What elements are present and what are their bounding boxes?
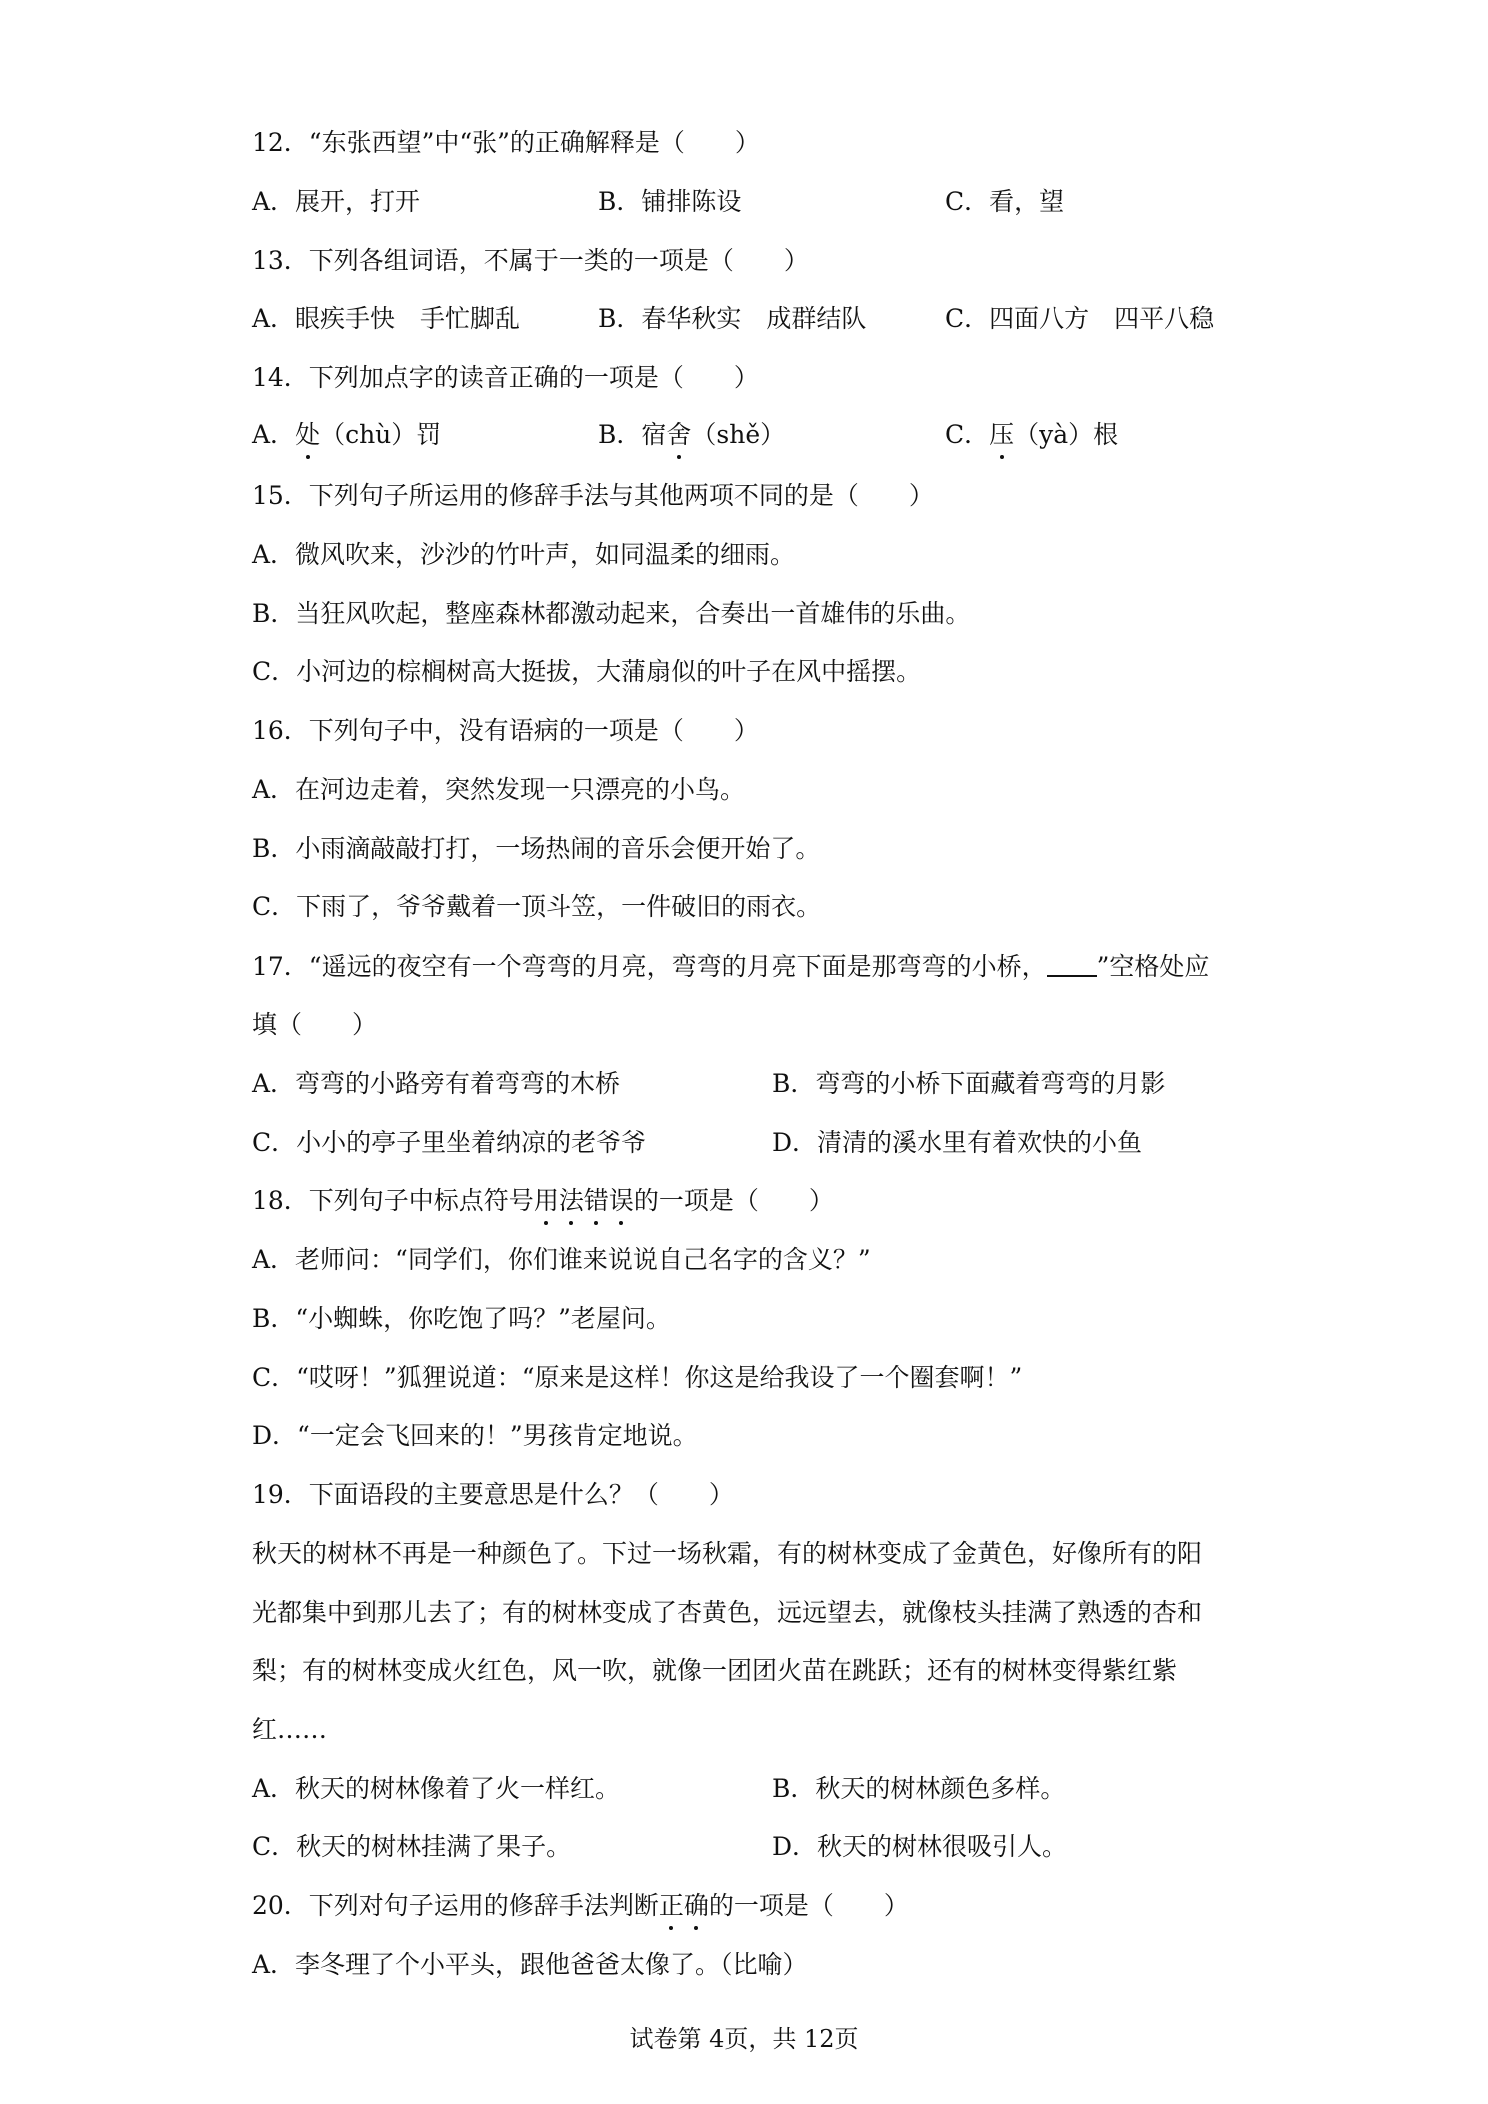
option-a-prefix: A． — [252, 420, 296, 449]
passage-line: 梨；有的树林变成火红色，风一吹，就像一团团火苗在跳跃；还有的树林变得紫红紫 — [252, 1656, 1178, 1685]
question-18-stem-pre: 18．下列句子中标点符号 — [252, 1186, 534, 1215]
question-15-stem: 15．下列句子所运用的修辞手法与其他两项不同的是（ ） — [252, 481, 934, 510]
page-footer: 试卷第 4页，共 12页 — [629, 2025, 859, 2053]
emphasis-dot-char: 用 — [534, 1184, 559, 1218]
question-16-option-c: C．下雨了，爷爷戴着一顶斗笠，一件破旧的雨衣。 — [252, 892, 822, 921]
question-18-stem — [252, 1184, 834, 1218]
question-15-option-b: B．当狂风吹起，整座森林都激动起来，合奏出一首雄伟的乐曲。 — [252, 599, 971, 628]
passage-line: 红…… — [252, 1715, 328, 1744]
question-17-option-b: B．弯弯的小桥下面藏着弯弯的月影 — [772, 1069, 1166, 1098]
question-12-option-b: B．铺排陈设 — [598, 187, 742, 216]
question-13-stem: 13．下列各组词语，不属于一类的一项是（ ） — [252, 246, 809, 275]
option-a-pinyin: （chù）罚 — [320, 420, 442, 449]
question-12-stem: 12．“东张西望”中“张”的正确解释是（ ） — [252, 128, 760, 157]
emphasis-dot-char: 法 — [559, 1184, 584, 1218]
question-18-option-a: A．老师问：“同学们，你们谁来说说自己名字的含义？” — [252, 1245, 871, 1274]
question-17-option-a: A．弯弯的小路旁有着弯弯的木桥 — [252, 1069, 621, 1098]
emphasis-dot-char: 舍 — [666, 418, 691, 452]
emphasis-dot-char: 误 — [609, 1184, 634, 1218]
question-17-stem-line2: 填（ ） — [252, 1010, 378, 1039]
question-19-option-d: D．秋天的树林很吸引人。 — [772, 1832, 1068, 1861]
question-16-option-b: B．小雨滴敲敲打打，一场热闹的音乐会便开始了。 — [252, 834, 821, 863]
question-12-option-a: A．展开，打开 — [252, 187, 421, 216]
question-20-stem-post: 的一项是（ ） — [708, 1891, 909, 1920]
question-20-stem — [252, 1889, 909, 1923]
question-20-stem-pre: 20．下列对句子运用的修辞手法判断 — [252, 1891, 659, 1920]
question-18-option-c: C．“哎呀！”狐狸说道：“原来是这样！你这是给我设了一个圈套啊！” — [252, 1363, 1023, 1392]
question-20-option-a: A．李冬理了个小平头，跟他爸爸太像了。（比喻） — [252, 1950, 808, 1979]
question-19-option-b: B．秋天的树林颜色多样。 — [772, 1774, 1066, 1803]
fill-blank — [1047, 951, 1097, 977]
question-17-option-c: C．小小的亭子里坐着纳凉的老爷爷 — [252, 1128, 647, 1157]
passage-line: 秋天的树林不再是一种颜色了。下过一场秋霜，有的树林变成了金黄色，好像所有的阳 — [252, 1539, 1203, 1568]
question-18-option-b: B．“小蜘蛛，你吃饱了吗？”老屋问。 — [252, 1304, 671, 1333]
question-19-option-c: C．秋天的树林挂满了果子。 — [252, 1832, 572, 1861]
question-16-stem: 16．下列句子中，没有语病的一项是（ ） — [252, 716, 759, 745]
question-13-option-a: A．眼疾手快 手忙脚乱 — [252, 304, 521, 333]
option-c-pinyin: （yà）根 — [1014, 420, 1119, 449]
question-14-option-b — [598, 418, 785, 452]
question-17-stem — [252, 950, 1209, 984]
question-13-option-b: B．春华秋实 成群结队 — [598, 304, 867, 333]
question-17-stem-part1: 17．“遥远的夜空有一个弯弯的月亮，弯弯的月亮下面是那弯弯的小桥， — [252, 952, 1047, 981]
emphasis-dot-char: 错 — [584, 1184, 609, 1218]
question-13-option-c: C．四面八方 四平八稳 — [945, 304, 1215, 333]
emphasis-dot-char: 确 — [684, 1889, 709, 1923]
question-19-stem: 19．下面语段的主要意思是什么？（ ） — [252, 1480, 734, 1509]
question-17-option-d: D．清清的溪水里有着欢快的小鱼 — [772, 1128, 1143, 1157]
passage-line: 光都集中到那儿去了；有的树林变成了杏黄色，远远望去，就像枝头挂满了熟透的杏和 — [252, 1598, 1203, 1627]
question-15-option-c: C．小河边的棕榈树高大挺拔，大蒲扇似的叶子在风中摇摆。 — [252, 657, 922, 686]
option-b-pinyin: （shě） — [691, 420, 786, 449]
emphasis-dot-char: 处 — [295, 418, 320, 452]
question-14-stem: 14．下列加点字的读音正确的一项是（ ） — [252, 363, 759, 392]
question-15-option-a: A．微风吹来，沙沙的竹叶声，如同温柔的细雨。 — [252, 540, 796, 569]
emphasis-dot-char: 正 — [659, 1889, 684, 1923]
question-14-option-c — [945, 418, 1118, 452]
emphasis-dot-char: 压 — [989, 418, 1014, 452]
question-18-option-d: D．“一定会飞回来的！”男孩肯定地说。 — [252, 1421, 698, 1450]
option-c-prefix: C． — [945, 420, 990, 449]
question-18-stem-post: 的一项是（ ） — [633, 1186, 834, 1215]
question-17-stem-part2: ”空格处应 — [1096, 952, 1210, 981]
option-b-prefix: B．宿 — [598, 420, 667, 449]
question-12-option-c: C．看，望 — [945, 187, 1065, 216]
question-19-option-a: A．秋天的树林像着了火一样红。 — [252, 1774, 621, 1803]
question-14-option-a — [252, 418, 441, 452]
question-16-option-a: A．在河边走着，突然发现一只漂亮的小鸟。 — [252, 775, 746, 804]
